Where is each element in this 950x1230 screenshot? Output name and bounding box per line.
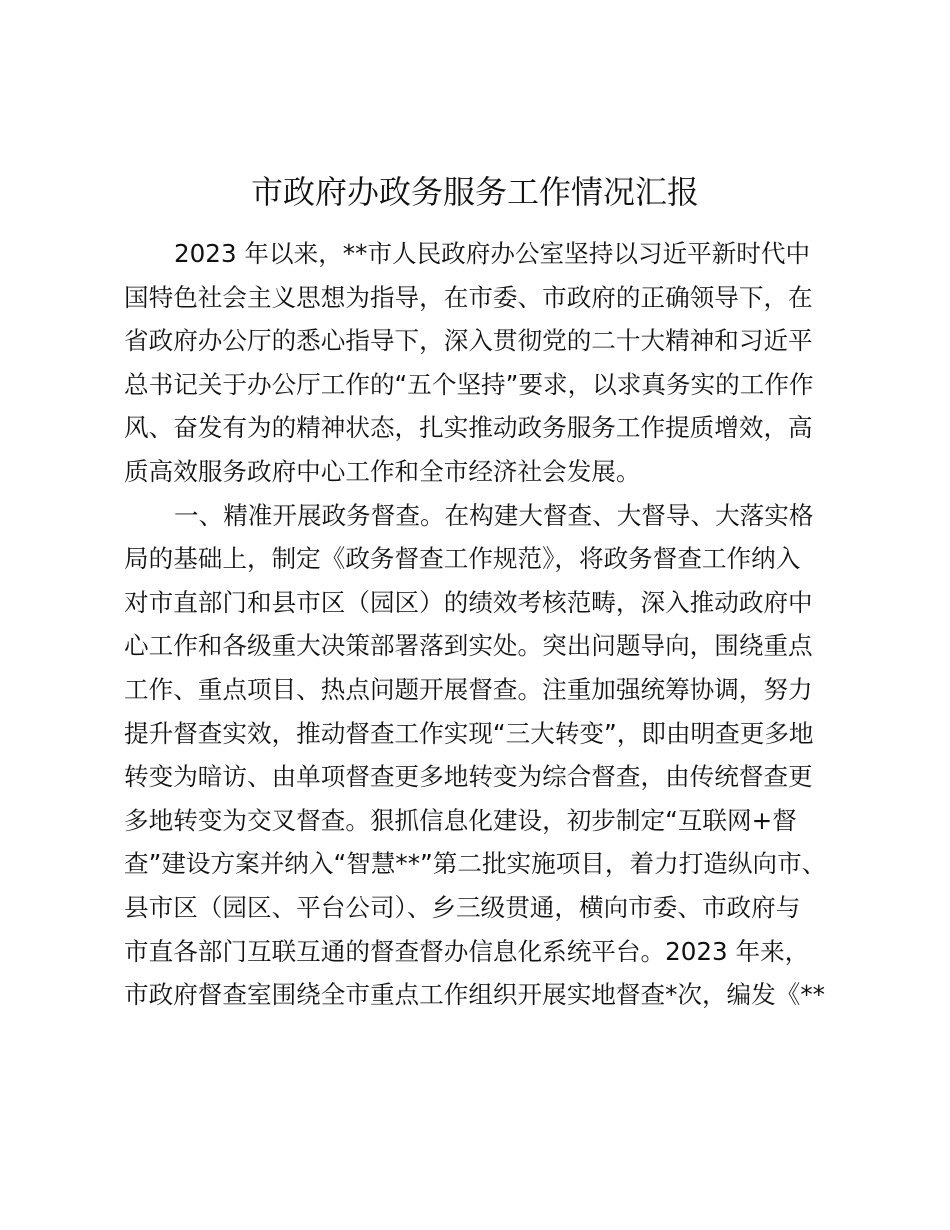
paragraph-line: 工作、重点项目、热点问题开展督查。注重加强统筹协调，努力	[124, 674, 813, 704]
paragraph-line: 2023 年以来，**市人民政府办公室坚持以习近平新时代中	[174, 239, 811, 268]
paragraph-line: 多地转变为交叉督查。狠抓信息化建设，初步制定“互联网+督	[124, 805, 797, 835]
paragraph-line: 心工作和各级重大决策部署落到实处。突出问题导向，围绕重点	[124, 631, 813, 661]
paragraph-line: 国特色社会主义思想为指导，在市委、市政府的正确领导下，在	[124, 282, 813, 312]
paragraph-line: 市政府督查室围绕全市重点工作组织开展实地督查*次，编发《**	[124, 980, 825, 1010]
paragraph-line: 提升督查实效，推动督查工作实现“三大转变”，即由明查更多地	[124, 718, 814, 748]
paragraph-line: 质高效服务政府中心工作和全市经济社会发展。	[124, 456, 641, 486]
paragraph-line: 县市区（园区、平台公司）、乡三级贯通，横向市委、市政府与	[124, 892, 801, 922]
paragraph-line: 局的基础上，制定《政务督查工作规范》，将政务督查工作纳入	[124, 544, 801, 574]
paragraph-line: 省政府办公厅的悉心指导下，深入贯彻党的二十大精神和习近平	[124, 326, 813, 356]
paragraph-intro	[124, 232, 834, 494]
paragraph-line: 对市直部门和县市区（园区）的绩效考核范畴，深入推动政府中	[124, 587, 813, 617]
document-body	[124, 232, 834, 1017]
paragraph-line: 一、精准开展政务督查。在构建大督查、大督导、大落实格	[174, 500, 814, 530]
paragraph-section-one	[124, 494, 834, 1017]
paragraph-line: 查”建设方案并纳入“智慧**”第二批实施项目，着力打造纵向市、	[124, 849, 827, 879]
paragraph-line: 市直各部门互联互通的督查督办信息化系统平台。2023 年来，	[124, 936, 810, 966]
paragraph-line: 总书记关于办公厅工作的“五个坚持”要求，以求真务实的工作作	[124, 369, 814, 399]
paragraph-line: 转变为暗访、由单项督查更多地转变为综合督查，由传统督查更	[124, 762, 813, 792]
document-title: 市政府办政务服务工作情况汇报	[250, 173, 699, 211]
paragraph-line: 风、奋发有为的精神状态，扎实推动政务服务工作提质增效，高	[124, 413, 813, 443]
